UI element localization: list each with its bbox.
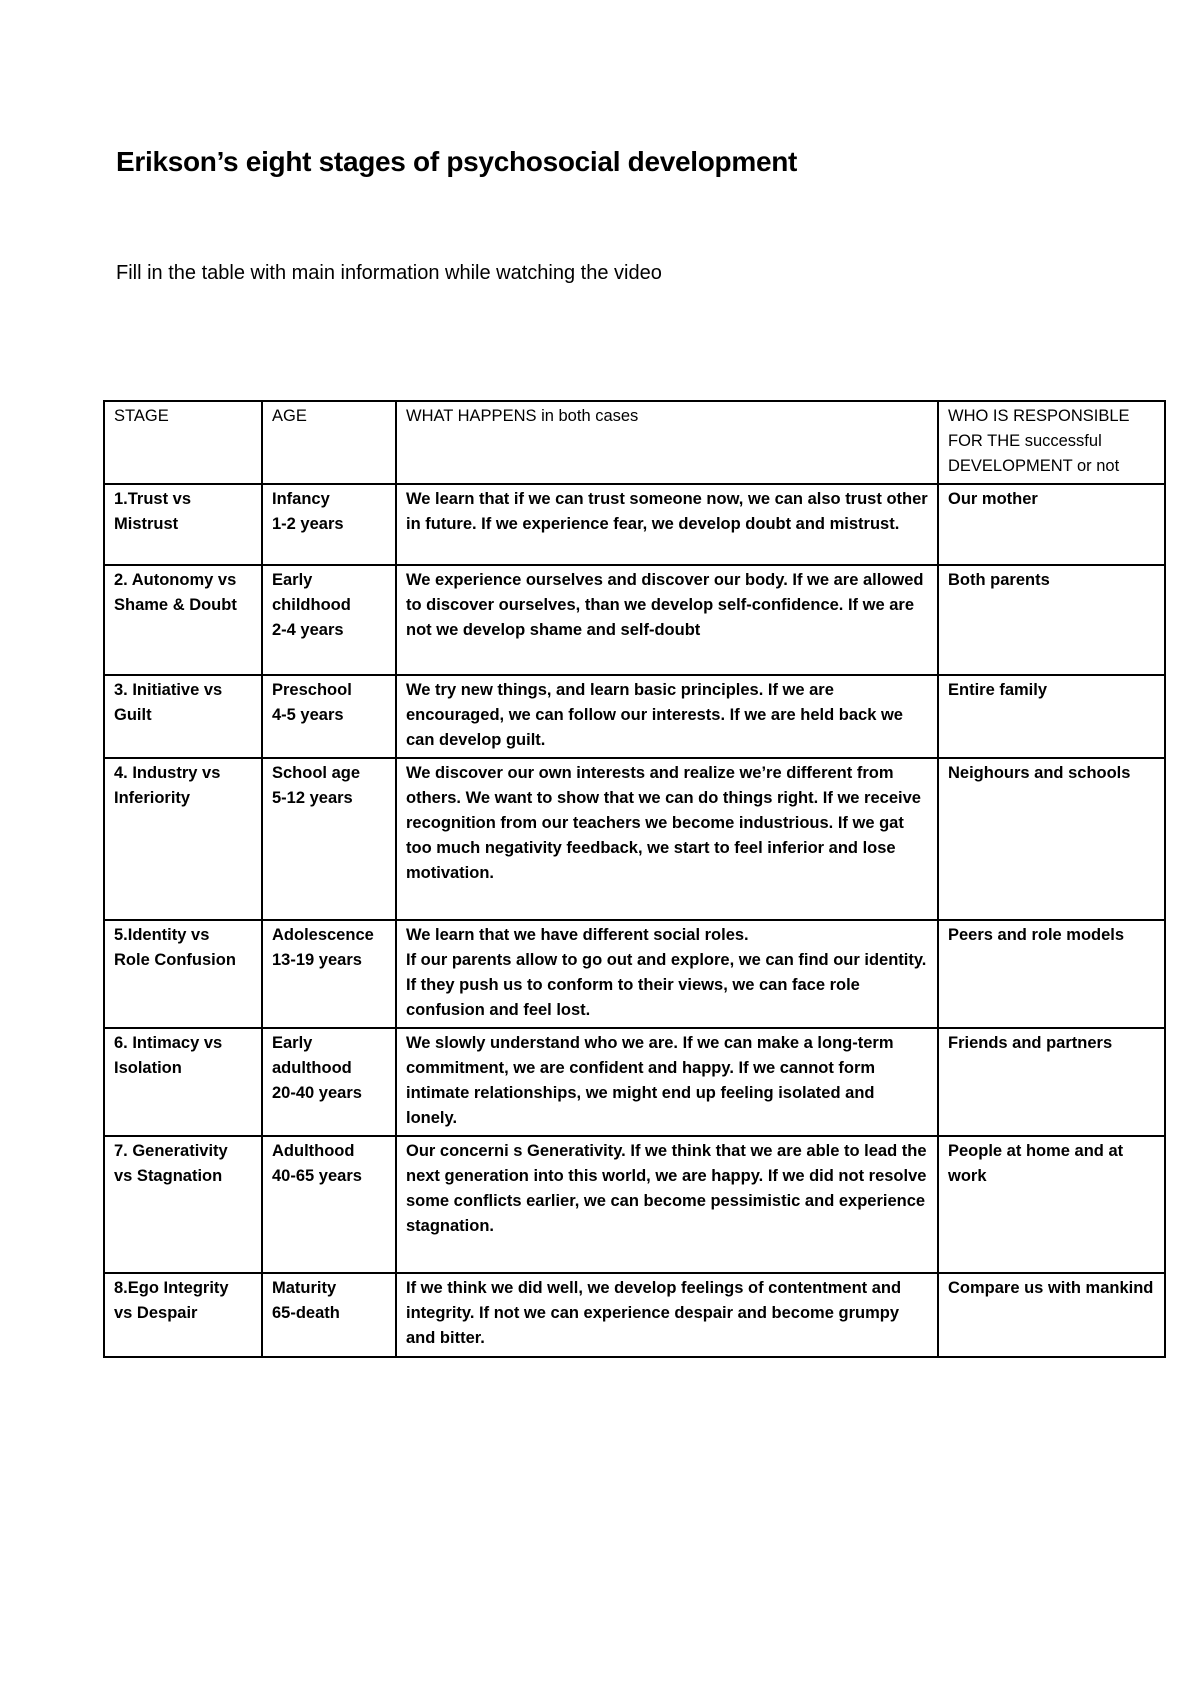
age-cell: Early adulthood 20-40 years	[262, 1028, 396, 1136]
page-title: Erikson’s eight stages of psychosocial development	[116, 146, 798, 177]
what-happens-cell: We learn that we have different social roles. If our parents allow to go out and explore, we can find our identity. If they push us to conform to their views, we can face role confusion and feel lost.	[396, 920, 938, 1028]
stage-cell: 2. Autonomy vs Shame & Doubt	[104, 565, 262, 675]
who-responsible-cell: Entire family	[938, 675, 1165, 758]
stage-cell: 8.Ego Integrity vs Despair	[104, 1273, 262, 1357]
who-responsible-cell: Friends and partners	[938, 1028, 1165, 1136]
table-row	[104, 920, 1165, 1028]
what-happens-cell: We experience ourselves and discover our body. If we are allowed to discover ourselves, than we develop self-confidence. If we are not we develop shame and self-doubt	[396, 565, 938, 675]
header-what-happens: WHAT HAPPENS in both cases	[396, 401, 938, 484]
stage-cell: 5.Identity vs Role Confusion	[104, 920, 262, 1028]
who-responsible-cell: Both parents	[938, 565, 1165, 675]
age-cell: Early childhood 2-4 years	[262, 565, 396, 675]
table-row	[104, 758, 1165, 920]
header-who-responsible: WHO IS RESPONSIBLE FOR THE successful DEVELOPMENT or not	[938, 401, 1165, 484]
table-row	[104, 565, 1165, 675]
what-happens-cell: We slowly understand who we are. If we can make a long-term commitment, we are confident and happy. If we cannot form intimate relationships, we might end up feeling isolated and lonely.	[396, 1028, 938, 1136]
who-responsible-cell: Compare us with mankind	[938, 1273, 1165, 1357]
stage-cell: 3. Initiative vs Guilt	[104, 675, 262, 758]
stage-cell: 6. Intimacy vs Isolation	[104, 1028, 262, 1136]
who-responsible-cell: Neighours and schools	[938, 758, 1165, 920]
who-responsible-cell: Peers and role models	[938, 920, 1165, 1028]
header-stage: STAGE	[104, 401, 262, 484]
age-cell: Preschool 4-5 years	[262, 675, 396, 758]
header-age: AGE	[262, 401, 396, 484]
age-cell: Maturity 65-death	[262, 1273, 396, 1357]
what-happens-cell: We discover our own interests and realize we’re different from others. We want to show that we can do things right. If we receive recognition from our teachers we become industrious. If we gat too much negativity feedback, we start to feel inferior and lose motivation.	[396, 758, 938, 920]
stages-table	[103, 400, 1166, 1358]
table-header-row	[104, 401, 1165, 484]
age-cell: Adulthood 40-65 years	[262, 1136, 396, 1273]
instruction-text: Fill in the table with main information while watching the video	[116, 262, 662, 284]
table-row	[104, 1028, 1165, 1136]
table-row	[104, 1273, 1165, 1357]
what-happens-cell: We learn that if we can trust someone now, we can also trust other in future. If we experience fear, we develop doubt and mistrust.	[396, 484, 938, 565]
table-row	[104, 675, 1165, 758]
age-cell: Infancy 1-2 years	[262, 484, 396, 565]
what-happens-cell: Our concerni s Generativity. If we think that we are able to lead the next generation into this world, we are happy. If we did not resolve some conflicts earlier, we can become pessimistic and experience stagnation.	[396, 1136, 938, 1273]
table-row	[104, 484, 1165, 565]
table-row	[104, 1136, 1165, 1273]
who-responsible-cell: People at home and at work	[938, 1136, 1165, 1273]
stage-cell: 7. Generativity vs Stagnation	[104, 1136, 262, 1273]
who-responsible-cell: Our mother	[938, 484, 1165, 565]
stage-cell: 4. Industry vs Inferiority	[104, 758, 262, 920]
stage-cell: 1.Trust vs Mistrust	[104, 484, 262, 565]
age-cell: School age 5-12 years	[262, 758, 396, 920]
what-happens-cell: If we think we did well, we develop feelings of contentment and integrity. If not we can experience despair and become grumpy and bitter.	[396, 1273, 938, 1357]
what-happens-cell: We try new things, and learn basic principles. If we are encouraged, we can follow our interests. If we are held back we can develop guilt.	[396, 675, 938, 758]
age-cell: Adolescence 13-19 years	[262, 920, 396, 1028]
